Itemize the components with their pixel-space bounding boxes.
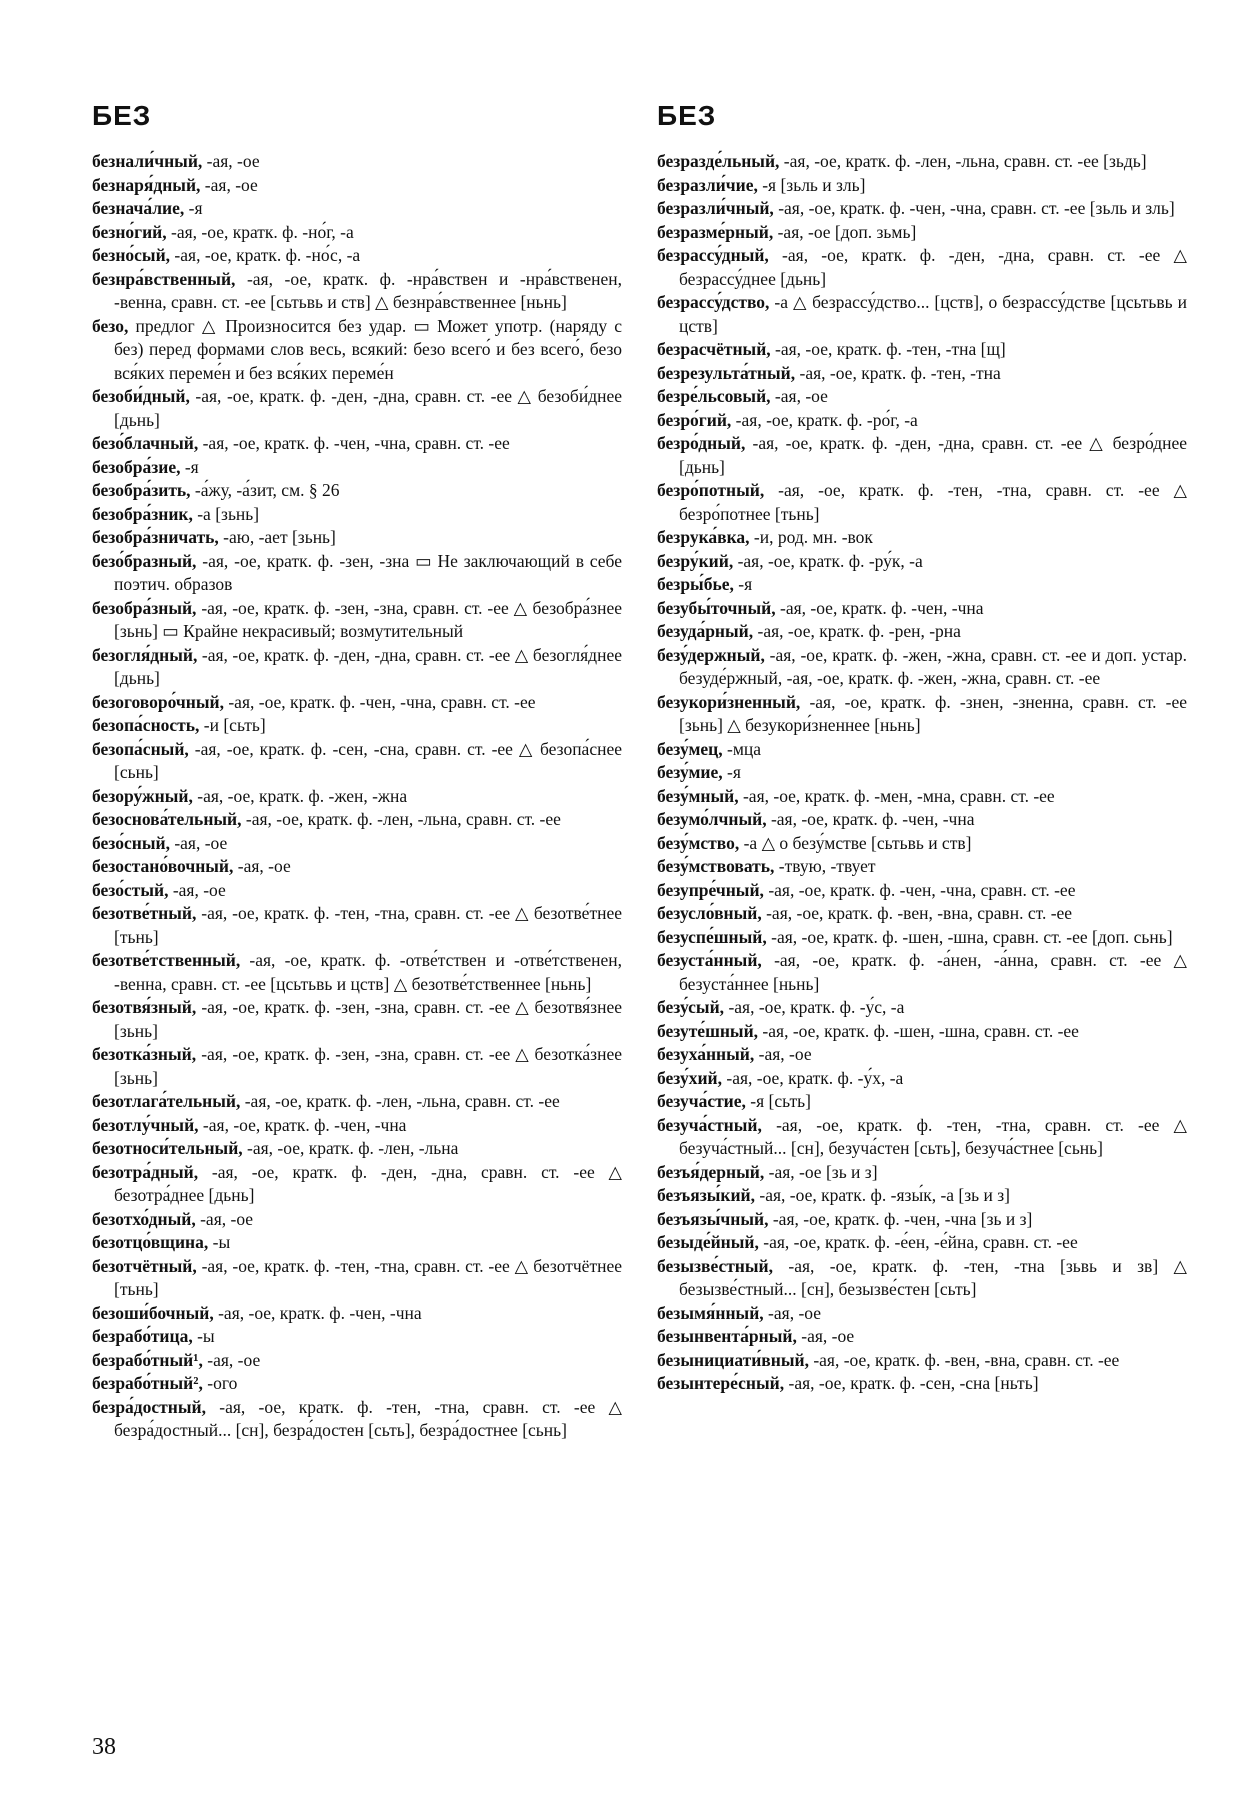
entry-definition: -ая, -ое, кратк. ф. -тен, -тна, сравн. ст. -ее △ безотве́тнее [тьнь] bbox=[114, 903, 622, 947]
entry-headword: безоснова́тельный, bbox=[92, 809, 242, 829]
entry-headword: безро́дный, bbox=[657, 433, 746, 453]
entry-definition: -ая, -ое, кратк. ф. -рен, -рна bbox=[753, 621, 961, 641]
dictionary-entry bbox=[657, 409, 1187, 433]
entry-headword: безнра́вственный, bbox=[92, 268, 236, 289]
dictionary-entry bbox=[657, 1067, 1187, 1091]
dictionary-entry bbox=[92, 1090, 622, 1114]
entry-definition: -а △ о безу́мстве [сьтьвь и ств] bbox=[739, 832, 972, 853]
entry-headword: безумо́лчный, bbox=[657, 809, 767, 829]
entry-definition: -ая, -ое, кратк. ф. -лен, -льна, сравн. ст. -ее bbox=[240, 1091, 560, 1111]
entry-headword: безоговоро́чный, bbox=[92, 691, 224, 712]
entry-headword: безубы́точный, bbox=[657, 597, 776, 618]
entry-definition: -ая, -ое, кратк. ф. -чен, -чна bbox=[213, 1302, 422, 1323]
entry-headword: безу́хий, bbox=[657, 1067, 722, 1088]
entry-headword: безрезульта́тный, bbox=[657, 362, 796, 383]
dictionary-entry bbox=[92, 597, 622, 644]
entry-headword: безогля́дный, bbox=[92, 644, 198, 665]
dictionary-entry bbox=[657, 1114, 1187, 1161]
dictionary-entry bbox=[657, 291, 1187, 338]
dictionary-entry bbox=[657, 949, 1187, 996]
entry-definition: -ая, -ое bbox=[233, 856, 291, 876]
dictionary-entry bbox=[92, 221, 622, 245]
dictionary-entry bbox=[92, 315, 622, 386]
dictionary-entry bbox=[92, 691, 622, 715]
entry-definition: -ая, -ое, кратк. ф. -чен, -чна, сравн. ст. -ее bbox=[198, 433, 510, 453]
entry-headword: безынтере́сный, bbox=[657, 1373, 785, 1393]
entry-definition: -я bbox=[733, 574, 753, 594]
dictionary-entry bbox=[92, 550, 622, 597]
entry-definition: -ая, -ое bbox=[200, 174, 258, 195]
entry-headword: безоши́бочный, bbox=[92, 1302, 214, 1323]
dictionary-entry bbox=[657, 761, 1187, 785]
dictionary-entry bbox=[92, 855, 622, 879]
entry-headword: безотра́дный, bbox=[92, 1161, 199, 1182]
dictionary-entry bbox=[657, 1208, 1187, 1232]
entry-headword: безъязы́чный, bbox=[657, 1208, 769, 1229]
entry-definition: -ая, -ое, кратк. ф. -зен, -зна, сравн. ст. -ее △ безобра́знее [зьнь] ▭ Крайне некрасивый; возмутительный bbox=[114, 597, 622, 641]
entry-headword: безрассу́дный, bbox=[657, 245, 769, 265]
entry-headword: безотка́зный, bbox=[92, 1044, 197, 1064]
dictionary-entry bbox=[657, 362, 1187, 386]
entry-definition: -ая, -ое, кратк. ф. -чен, -чна [зь и з] bbox=[768, 1208, 1033, 1229]
entry-definition: -ая, -ое, кратк. ф. -тен, -тна, сравн. ст. -ее △ безра́достный... [сн], безра́достен [сьть], безра́достнее [сьнь] bbox=[114, 1396, 622, 1440]
entry-definition: -ая, -ое, кратк. ф. -ден, -дна, сравн. ст. -ее △ безро́днее [дьнь] bbox=[679, 433, 1187, 477]
entry-definition: -ая, -ое, кратк. ф. -ден, -дна, сравн. ст. -ее △ безоби́днее [дьнь] bbox=[114, 386, 622, 430]
entry-definition: -ая, -ое, кратк. ф. -ден, -дна, сравн. ст. -ее △ безотра́днее [дьнь] bbox=[114, 1161, 622, 1205]
entry-definition: -я bbox=[180, 456, 199, 477]
entry-definition: -ая, -ое bbox=[168, 879, 226, 900]
entry-definition: -ая, -ое, кратк. ф. -тен, -тна bbox=[795, 362, 1001, 383]
entry-headword: безыде́йный, bbox=[657, 1232, 759, 1252]
dictionary-entry bbox=[657, 879, 1187, 903]
dictionary-entry bbox=[657, 1349, 1187, 1373]
dictionary-entry bbox=[657, 244, 1187, 291]
entry-definition: -ая, -ое, кратк. ф. -чен, -чна, сравн. ст. -ее bbox=[223, 691, 536, 712]
dictionary-entry bbox=[92, 1372, 622, 1396]
dictionary-entry bbox=[92, 1302, 622, 1326]
entry-headword: безо, bbox=[92, 315, 129, 336]
entry-definition: -а △ безрассу́дство... [цств], о безрассу́дстве [цсьтьвь и цств] bbox=[679, 292, 1187, 336]
dictionary-entry bbox=[657, 526, 1187, 550]
entry-headword: безу́мство, bbox=[657, 832, 740, 853]
entry-definition: -ая, -ое, кратк. ф. -чен, -чна, сравн. ст. -ее [зьль и зль] bbox=[773, 198, 1175, 218]
entry-definition: -ая, -ое, кратк. ф. -шен, -шна, сравн. ст. -ее bbox=[758, 1020, 1079, 1041]
dictionary-entry bbox=[92, 1043, 622, 1090]
dictionary-entry bbox=[92, 996, 622, 1043]
dictionary-entry bbox=[657, 1302, 1187, 1326]
entry-headword: безрабо́тица, bbox=[92, 1326, 193, 1346]
entry-definition: -а [зьнь] bbox=[192, 503, 260, 524]
entry-headword: безразме́рный, bbox=[657, 221, 774, 242]
dictionary-entry bbox=[657, 174, 1187, 198]
dictionary-entry bbox=[657, 620, 1187, 644]
running-head-left: БЕЗ bbox=[92, 100, 152, 131]
entry-definition: -я bbox=[722, 762, 741, 782]
dictionary-entry bbox=[92, 1161, 622, 1208]
entry-definition: -ая, -ое, кратк. ф. -но́г, -а bbox=[166, 221, 354, 242]
entry-definition: -ая, -ое, кратк. ф. -сен, -сна, сравн. ст. -ее △ безопа́снее [сьнь] bbox=[114, 738, 622, 782]
entry-definition: -ая, -ое, кратк. ф. -тен, -тна, сравн. ст. -ее △ безуча́стный... [сн], безуча́стен [сьть], безуча́стнее [сьнь] bbox=[679, 1114, 1187, 1158]
entry-definition: -ая, -ое, кратк. ф. -чен, -чна bbox=[198, 1114, 407, 1135]
entry-definition: -ая, -ое, кратк. ф. -тен, -тна, сравн. ст. -ее △ безотчётнее [тьнь] bbox=[114, 1255, 622, 1299]
dictionary-entry bbox=[92, 1325, 622, 1349]
dictionary-entry bbox=[657, 432, 1187, 479]
dictionary-entry bbox=[657, 197, 1187, 221]
entry-headword: безопа́сность, bbox=[92, 715, 200, 735]
dictionary-entry bbox=[92, 385, 622, 432]
dictionary-entry bbox=[92, 1208, 622, 1232]
entry-headword: безотвя́зный, bbox=[92, 997, 197, 1017]
entry-headword: безотцо́вщина, bbox=[92, 1232, 209, 1252]
entry-headword: безобра́зный, bbox=[92, 597, 197, 618]
entry-definition: -ая, -ое, кратк. ф. -чен, -чна, сравн. ст. -ее bbox=[763, 879, 1076, 900]
entry-headword: безро́гий, bbox=[657, 409, 732, 430]
dictionary-entry bbox=[92, 456, 622, 480]
entry-headword: безупре́чный, bbox=[657, 879, 764, 900]
dictionary-entry bbox=[657, 996, 1187, 1020]
dictionary-entry bbox=[657, 597, 1187, 621]
entry-definition: -ая, -ое, кратк. ф. -язы́к, -а [зь и з] bbox=[755, 1185, 1010, 1205]
dictionary-entry bbox=[657, 926, 1187, 950]
entry-headword: безно́сый, bbox=[92, 245, 171, 265]
entry-headword: безотлага́тельный, bbox=[92, 1091, 241, 1111]
dictionary-entry bbox=[657, 1372, 1187, 1396]
entry-definition: -я bbox=[184, 198, 203, 218]
entry-headword: безотчётный, bbox=[92, 1255, 197, 1276]
entry-definition: -ая, -ое bbox=[202, 1349, 261, 1370]
entry-headword: безу́держный, bbox=[657, 644, 765, 665]
entry-headword: безрабо́тный², bbox=[92, 1373, 203, 1393]
entry-headword: безу́мный, bbox=[657, 785, 739, 806]
entry-definition: -ая, -ое, кратк. ф. -а́нен, -а́нна, сравн. ст. -ее △ безуста́ннее [ньнь] bbox=[679, 950, 1187, 994]
entry-headword: безобра́зничать, bbox=[92, 527, 219, 547]
entry-definition: -аю, -ает [зьнь] bbox=[218, 527, 336, 547]
entry-headword: безразли́чие, bbox=[657, 174, 758, 195]
entry-headword: безрассу́дство, bbox=[657, 292, 770, 312]
entry-headword: безотлу́чный, bbox=[92, 1114, 199, 1135]
entry-definition: -ы bbox=[208, 1232, 231, 1252]
entry-definition: -ая, -ое bbox=[796, 1326, 855, 1346]
dictionary-entry bbox=[657, 1231, 1187, 1255]
dictionary-entry bbox=[92, 785, 622, 809]
dictionary-entry bbox=[657, 1043, 1187, 1067]
dictionary-entry bbox=[92, 808, 622, 832]
entry-headword: безрука́вка, bbox=[657, 527, 750, 547]
dictionary-entry bbox=[657, 1090, 1187, 1114]
entry-headword: безостано́вочный, bbox=[92, 856, 234, 876]
entry-headword: безобра́зить, bbox=[92, 480, 191, 500]
entry-definition: -ая, -ое, кратк. ф. -тен, -тна [щ] bbox=[770, 339, 1006, 359]
entry-definition: -ая, -ое, кратк. ф. -у́х, -а bbox=[722, 1067, 904, 1088]
entries-left bbox=[92, 150, 622, 1443]
entry-headword: безро́потный, bbox=[657, 480, 765, 500]
entries-right bbox=[657, 150, 1187, 1396]
entry-headword: безра́достный, bbox=[92, 1396, 206, 1417]
dictionary-entry bbox=[92, 949, 622, 996]
entry-headword: безобра́зие, bbox=[92, 456, 181, 477]
entry-headword: безу́мие, bbox=[657, 762, 723, 782]
entry-definition: -ая, -ое, кратк. ф. -вен, -вна, сравн. ст. -ее bbox=[761, 903, 1073, 923]
entry-headword: безнача́лие, bbox=[92, 198, 185, 218]
entry-headword: безразде́льный, bbox=[657, 151, 780, 171]
dictionary-entry bbox=[92, 1396, 622, 1443]
dictionary-entry bbox=[92, 1137, 622, 1161]
dictionary-entry bbox=[92, 738, 622, 785]
entry-definition: -ая, -ое, кратк. ф. -чен, -чна bbox=[766, 809, 975, 829]
dictionary-entry bbox=[92, 644, 622, 691]
entry-headword: безоби́дный, bbox=[92, 386, 190, 406]
entry-definition: -ая, -ое, кратк. ф. -жен, -жна, сравн. ст. -ее и доп. устар. безуде́ржный, -ая, -ое, кратк. ф. -жен, -жна, сравн. ст. -ее bbox=[679, 644, 1187, 688]
entry-definition: -ая, -ое, кратк. ф. -но́с, -а bbox=[170, 245, 361, 265]
dictionary-entry bbox=[657, 808, 1187, 832]
dictionary-entry bbox=[657, 573, 1187, 597]
entry-definition: -ая, -ое, кратк. ф. -ро́г, -а bbox=[731, 409, 918, 430]
entry-definition: -ая, -ое bbox=[754, 1044, 812, 1064]
dictionary-entry bbox=[657, 479, 1187, 526]
entry-headword: безуча́стие, bbox=[657, 1091, 746, 1111]
dictionary-entry bbox=[657, 1255, 1187, 1302]
entry-definition: -ая, -ое, кратк. ф. -отве́тствен и -отве́тственен, -венна, сравн. ст. -ее [цсьтьвь и цств] △ безотве́тственнее [ньнь] bbox=[114, 950, 622, 994]
dictionary-entry bbox=[92, 479, 622, 503]
entry-headword: безу́мствовать, bbox=[657, 856, 775, 876]
entry-headword: безобра́зник, bbox=[92, 503, 193, 524]
dictionary-entry bbox=[657, 738, 1187, 762]
entry-definition: -ая, -ое bbox=[195, 1208, 254, 1229]
dictionary-entry bbox=[92, 244, 622, 268]
dictionary-entry bbox=[657, 221, 1187, 245]
entry-headword: безызве́стный, bbox=[657, 1255, 774, 1276]
entry-headword: безу́сый, bbox=[657, 997, 725, 1017]
dictionary-entry bbox=[657, 691, 1187, 738]
entry-headword: безуча́стный, bbox=[657, 1114, 762, 1135]
dictionary-entry bbox=[92, 150, 622, 174]
entry-definition: -ая, -ое, кратк. ф. -нра́вствен и -нра́вственен, -венна, сравн. ст. -ее [сьтьвь и ств] △ безнра́вственнее [ньнь] bbox=[114, 268, 622, 312]
dictionary-entry bbox=[92, 503, 622, 527]
entry-definition: -я [зьль и зль] bbox=[757, 174, 866, 195]
entry-headword: безуха́нный, bbox=[657, 1044, 755, 1064]
dictionary-entry bbox=[92, 1349, 622, 1373]
dictionary-entry bbox=[657, 338, 1187, 362]
dictionary-entry bbox=[657, 855, 1187, 879]
dictionary-entry bbox=[657, 644, 1187, 691]
entry-headword: безотноси́тельный, bbox=[92, 1138, 243, 1158]
entry-definition: -ая, -ое, кратк. ф. -жен, -жна bbox=[192, 785, 408, 806]
dictionary-entry bbox=[92, 1255, 622, 1302]
dictionary-entry bbox=[657, 385, 1187, 409]
entry-definition: -и [сьть] bbox=[199, 715, 266, 735]
entry-definition: -и, род. мн. -вок bbox=[749, 527, 873, 547]
entry-headword: безо́стый, bbox=[92, 879, 169, 900]
page-number: 38 bbox=[92, 1734, 116, 1760]
entry-headword: безынвента́рный, bbox=[657, 1326, 797, 1346]
entry-headword: безору́жный, bbox=[92, 785, 193, 806]
entry-definition: -ая, -ое, кратк. ф. -шен, -шна, сравн. ст. -ее [доп. сьнь] bbox=[766, 926, 1173, 947]
entry-definition: -ая, -ое bbox=[202, 151, 260, 171]
entry-definition: -ая, -ое, кратк. ф. -е́ен, -е́йна, сравн. ст. -ее bbox=[758, 1232, 1078, 1252]
entry-headword: безразли́чный, bbox=[657, 198, 774, 218]
entry-headword: безнали́чный, bbox=[92, 151, 203, 171]
entry-headword: безо́сный, bbox=[92, 832, 170, 853]
dictionary-entry bbox=[92, 268, 622, 315]
entry-definition: -ая, -ое, кратк. ф. -лен, -льна, сравн. ст. -ее [зьдь] bbox=[779, 151, 1147, 171]
left-column bbox=[92, 100, 622, 1443]
dictionary-entry bbox=[657, 1020, 1187, 1044]
entry-headword: безымя́нный, bbox=[657, 1302, 764, 1323]
running-head-right: БЕЗ bbox=[657, 100, 717, 131]
entry-definition: -мца bbox=[722, 738, 762, 759]
entry-definition: -ая, -ое, кратк. ф. -лен, -льна bbox=[242, 1138, 459, 1158]
entry-definition: -ая, -ое, кратк. ф. -ру́к, -а bbox=[733, 550, 923, 571]
entry-definition: -ая, -ое, кратк. ф. -вен, -вна, сравн. ст. -ее bbox=[808, 1349, 1120, 1370]
dictionary-entry bbox=[92, 1114, 622, 1138]
dictionary-entry bbox=[92, 714, 622, 738]
entry-definition: -ая, -ое, кратк. ф. -мен, -мна, сравн. ст. -ее bbox=[738, 785, 1055, 806]
dictionary-entry bbox=[92, 879, 622, 903]
entry-definition: -твую, -твует bbox=[774, 856, 876, 876]
dictionary-entry bbox=[92, 526, 622, 550]
entry-definition: -ая, -ое, кратк. ф. -лен, -льна, сравн. ст. -ее bbox=[241, 809, 561, 829]
dictionary-entry bbox=[92, 1231, 622, 1255]
dictionary-entry bbox=[92, 902, 622, 949]
dictionary-entry bbox=[657, 832, 1187, 856]
dictionary-entry bbox=[657, 150, 1187, 174]
entry-headword: безуте́шный, bbox=[657, 1020, 759, 1041]
entry-headword: безру́кий, bbox=[657, 550, 734, 571]
entry-definition: -ая, -ое, кратк. ф. -зен, -зна ▭ Не заключающий в себе поэтич. образов bbox=[114, 550, 622, 594]
dictionary-entry bbox=[92, 832, 622, 856]
entry-definition: -ая, -ое bbox=[763, 1302, 821, 1323]
entry-headword: безотве́тственный, bbox=[92, 950, 241, 970]
entry-headword: безре́льсовый, bbox=[657, 386, 771, 406]
entry-definition: -ая, -ое, кратк. ф. -тен, -тна, сравн. ст. -ее △ безро́потнее [тьнь] bbox=[679, 480, 1187, 524]
entry-headword: безукори́зненный, bbox=[657, 691, 801, 712]
entry-definition: -а́жу, -а́зит, см. § 26 bbox=[190, 480, 340, 500]
entry-definition: -я [сьть] bbox=[745, 1091, 811, 1111]
entry-headword: безусло́вный, bbox=[657, 903, 762, 923]
entry-definition: предлог △ Произносится без удар. ▭ Может употр. (наряду с без) перед формами слов весь, всякий: безо всего́ и без всего́, безо вся́ких переме́н и без вся́ких переме́н bbox=[114, 315, 622, 383]
dictionary-entry bbox=[657, 785, 1187, 809]
entry-definition: -ого bbox=[202, 1373, 238, 1393]
entry-headword: безуста́нный, bbox=[657, 950, 762, 970]
entry-definition: -ы bbox=[192, 1326, 215, 1346]
entry-definition: -ая, -ое, кратк. ф. -зен, -зна, сравн. ст. -ее △ безотвя́знее [зьнь] bbox=[114, 997, 622, 1041]
entry-headword: безъя́дерный, bbox=[657, 1161, 765, 1182]
entry-headword: безъязы́кий, bbox=[657, 1185, 756, 1205]
dictionary-entry bbox=[657, 902, 1187, 926]
entry-definition: -ая, -ое, кратк. ф. -тен, -тна [зьвь и зв] △ безызве́стный... [сн], безызве́стен [сьть] bbox=[679, 1255, 1187, 1299]
entry-headword: безнаря́дный, bbox=[92, 174, 201, 195]
entry-headword: безотве́тный, bbox=[92, 903, 197, 923]
entry-definition: -ая, -ое, кратк. ф. -зен, -зна, сравн. ст. -ее △ безотка́знее [зьнь] bbox=[114, 1044, 622, 1088]
entry-headword: безуспе́шный, bbox=[657, 926, 767, 947]
dictionary-entry bbox=[657, 1184, 1187, 1208]
entry-headword: безрасчётный, bbox=[657, 339, 771, 359]
entry-definition: -ая, -ое [зь и з] bbox=[764, 1161, 878, 1182]
entry-headword: безуда́рный, bbox=[657, 621, 754, 641]
dictionary-entry bbox=[657, 550, 1187, 574]
entry-headword: безынициати́вный, bbox=[657, 1349, 809, 1370]
entry-definition: -ая, -ое bbox=[169, 832, 228, 853]
entry-headword: безопа́сный, bbox=[92, 738, 189, 759]
entry-headword: безо́блачный, bbox=[92, 433, 199, 453]
entry-headword: безры́бье, bbox=[657, 574, 734, 594]
entry-definition: -ая, -ое, кратк. ф. -ден, -дна, сравн. ст. -ее △ безрассу́днее [дьнь] bbox=[679, 245, 1187, 289]
entry-headword: безотхо́дный, bbox=[92, 1208, 196, 1229]
entry-headword: безу́мец, bbox=[657, 738, 723, 759]
entry-headword: безо́бразный, bbox=[92, 550, 197, 571]
entry-definition: -ая, -ое bbox=[770, 386, 828, 406]
entry-definition: -ая, -ое, кратк. ф. -у́с, -а bbox=[724, 997, 905, 1017]
dictionary-entry bbox=[657, 1161, 1187, 1185]
entry-definition: -ая, -ое, кратк. ф. -ден, -дна, сравн. ст. -ее △ безогля́днее [дьнь] bbox=[114, 644, 622, 688]
entry-headword: безрабо́тный¹, bbox=[92, 1349, 203, 1370]
dictionary-entry bbox=[92, 432, 622, 456]
entry-definition: -ая, -ое, кратк. ф. -сен, -сна [ньть] bbox=[784, 1373, 1039, 1393]
entry-definition: -ая, -ое, кратк. ф. -знен, -зненна, сравн. ст. -ее [зьнь] △ безукори́зненнее [ньнь] bbox=[679, 691, 1187, 735]
entry-headword: безно́гий, bbox=[92, 221, 167, 242]
entry-definition: -ая, -ое, кратк. ф. -чен, -чна bbox=[775, 597, 984, 618]
right-column bbox=[657, 100, 1187, 1396]
dictionary-entry bbox=[657, 1325, 1187, 1349]
entry-definition: -ая, -ое [доп. зьмь] bbox=[773, 221, 917, 242]
dictionary-entry bbox=[92, 174, 622, 198]
dictionary-entry bbox=[92, 197, 622, 221]
